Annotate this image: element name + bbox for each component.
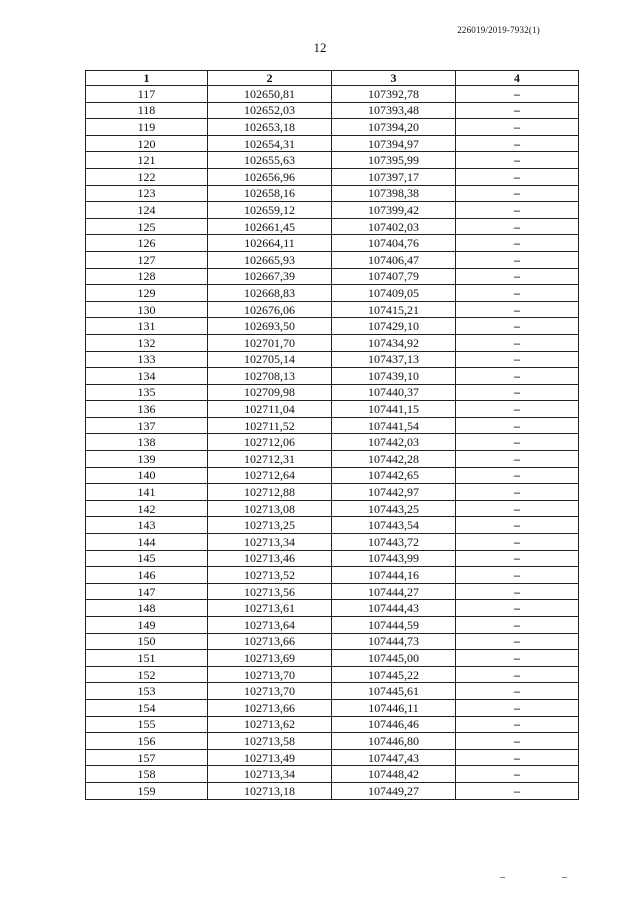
table-body bbox=[86, 86, 579, 800]
point-number-cell: 138 bbox=[86, 434, 208, 451]
x-coordinate-cell: 102712,64 bbox=[208, 467, 332, 484]
y-coordinate-cell: 107434,92 bbox=[332, 334, 456, 351]
note-cell: – bbox=[456, 583, 579, 600]
table-row bbox=[86, 683, 579, 700]
table-row bbox=[86, 334, 579, 351]
y-coordinate-cell: 107437,13 bbox=[332, 351, 456, 368]
x-coordinate-cell: 102676,06 bbox=[208, 301, 332, 318]
x-coordinate-cell: 102652,03 bbox=[208, 102, 332, 119]
table-row bbox=[86, 285, 579, 302]
x-coordinate-cell: 102659,12 bbox=[208, 202, 332, 219]
x-coordinate-cell: 102713,52 bbox=[208, 567, 332, 584]
column-header: 4 bbox=[456, 71, 579, 86]
y-coordinate-cell: 107445,22 bbox=[332, 666, 456, 683]
table-row bbox=[86, 251, 579, 268]
point-number-cell: 117 bbox=[86, 86, 208, 103]
x-coordinate-cell: 102701,70 bbox=[208, 334, 332, 351]
table-row bbox=[86, 617, 579, 634]
x-coordinate-cell: 102712,88 bbox=[208, 484, 332, 501]
table-row bbox=[86, 168, 579, 185]
x-coordinate-cell: 102711,04 bbox=[208, 401, 332, 418]
note-cell: – bbox=[456, 699, 579, 716]
x-coordinate-cell: 102709,98 bbox=[208, 384, 332, 401]
x-coordinate-cell: 102658,16 bbox=[208, 185, 332, 202]
y-coordinate-cell: 107397,17 bbox=[332, 168, 456, 185]
point-number-cell: 137 bbox=[86, 417, 208, 434]
note-cell: – bbox=[456, 434, 579, 451]
point-number-cell: 143 bbox=[86, 517, 208, 534]
point-number-cell: 159 bbox=[86, 782, 208, 799]
x-coordinate-cell: 102653,18 bbox=[208, 119, 332, 136]
y-coordinate-cell: 107444,73 bbox=[332, 633, 456, 650]
note-cell: – bbox=[456, 334, 579, 351]
table-row bbox=[86, 301, 579, 318]
point-number-cell: 153 bbox=[86, 683, 208, 700]
point-number-cell: 122 bbox=[86, 168, 208, 185]
x-coordinate-cell: 102661,45 bbox=[208, 218, 332, 235]
x-coordinate-cell: 102664,11 bbox=[208, 235, 332, 252]
point-number-cell: 132 bbox=[86, 334, 208, 351]
y-coordinate-cell: 107442,97 bbox=[332, 484, 456, 501]
point-number-cell: 146 bbox=[86, 567, 208, 584]
table-row bbox=[86, 318, 579, 335]
y-coordinate-cell: 107395,99 bbox=[332, 152, 456, 169]
table-row bbox=[86, 119, 579, 136]
column-header: 2 bbox=[208, 71, 332, 86]
point-number-cell: 155 bbox=[86, 716, 208, 733]
y-coordinate-cell: 107402,03 bbox=[332, 218, 456, 235]
x-coordinate-cell: 102713,08 bbox=[208, 500, 332, 517]
table-row bbox=[86, 202, 579, 219]
y-coordinate-cell: 107399,42 bbox=[332, 202, 456, 219]
y-coordinate-cell: 107439,10 bbox=[332, 368, 456, 385]
point-number-cell: 131 bbox=[86, 318, 208, 335]
y-coordinate-cell: 107407,79 bbox=[332, 268, 456, 285]
point-number-cell: 154 bbox=[86, 699, 208, 716]
x-coordinate-cell: 102713,64 bbox=[208, 617, 332, 634]
note-cell: – bbox=[456, 517, 579, 534]
y-coordinate-cell: 107443,54 bbox=[332, 517, 456, 534]
y-coordinate-cell: 107443,25 bbox=[332, 500, 456, 517]
table-row bbox=[86, 152, 579, 169]
x-coordinate-cell: 102708,13 bbox=[208, 368, 332, 385]
point-number-cell: 136 bbox=[86, 401, 208, 418]
note-cell: – bbox=[456, 782, 579, 799]
y-coordinate-cell: 107448,42 bbox=[332, 766, 456, 783]
y-coordinate-cell: 107406,47 bbox=[332, 251, 456, 268]
table-row bbox=[86, 517, 579, 534]
point-number-cell: 125 bbox=[86, 218, 208, 235]
point-number-cell: 127 bbox=[86, 251, 208, 268]
table-row bbox=[86, 401, 579, 418]
y-coordinate-cell: 107440,37 bbox=[332, 384, 456, 401]
table-row bbox=[86, 550, 579, 567]
note-cell: – bbox=[456, 766, 579, 783]
note-cell: – bbox=[456, 185, 579, 202]
coordinates-table bbox=[85, 70, 579, 800]
point-number-cell: 123 bbox=[86, 185, 208, 202]
table-row bbox=[86, 268, 579, 285]
y-coordinate-cell: 107446,11 bbox=[332, 699, 456, 716]
document-id: 226019/2019-7932(1) bbox=[457, 25, 540, 35]
point-number-cell: 140 bbox=[86, 467, 208, 484]
table-row bbox=[86, 650, 579, 667]
x-coordinate-cell: 102713,34 bbox=[208, 766, 332, 783]
point-number-cell: 126 bbox=[86, 235, 208, 252]
y-coordinate-cell: 107404,76 bbox=[332, 235, 456, 252]
table-row bbox=[86, 417, 579, 434]
point-number-cell: 119 bbox=[86, 119, 208, 136]
table-header-row bbox=[86, 71, 579, 86]
note-cell: – bbox=[456, 666, 579, 683]
note-cell: – bbox=[456, 534, 579, 551]
y-coordinate-cell: 107443,72 bbox=[332, 534, 456, 551]
note-cell: – bbox=[456, 417, 579, 434]
x-coordinate-cell: 102713,70 bbox=[208, 683, 332, 700]
point-number-cell: 158 bbox=[86, 766, 208, 783]
point-number-cell: 121 bbox=[86, 152, 208, 169]
note-cell: – bbox=[456, 683, 579, 700]
table-row bbox=[86, 218, 579, 235]
x-coordinate-cell: 102712,31 bbox=[208, 451, 332, 468]
point-number-cell: 133 bbox=[86, 351, 208, 368]
note-cell: – bbox=[456, 500, 579, 517]
x-coordinate-cell: 102713,34 bbox=[208, 534, 332, 551]
table-row bbox=[86, 484, 579, 501]
note-cell: – bbox=[456, 218, 579, 235]
table-row bbox=[86, 749, 579, 766]
y-coordinate-cell: 107392,78 bbox=[332, 86, 456, 103]
y-coordinate-cell: 107444,16 bbox=[332, 567, 456, 584]
table-row bbox=[86, 368, 579, 385]
y-coordinate-cell: 107447,43 bbox=[332, 749, 456, 766]
x-coordinate-cell: 102713,66 bbox=[208, 699, 332, 716]
y-coordinate-cell: 107441,15 bbox=[332, 401, 456, 418]
table-row bbox=[86, 716, 579, 733]
table-row bbox=[86, 733, 579, 750]
x-coordinate-cell: 102656,96 bbox=[208, 168, 332, 185]
table-row bbox=[86, 351, 579, 368]
x-coordinate-cell: 102668,83 bbox=[208, 285, 332, 302]
note-cell: – bbox=[456, 235, 579, 252]
note-cell: – bbox=[456, 152, 579, 169]
note-cell: – bbox=[456, 251, 579, 268]
x-coordinate-cell: 102713,49 bbox=[208, 749, 332, 766]
point-number-cell: 118 bbox=[86, 102, 208, 119]
y-coordinate-cell: 107441,54 bbox=[332, 417, 456, 434]
note-cell: – bbox=[456, 102, 579, 119]
note-cell: – bbox=[456, 119, 579, 136]
table-row bbox=[86, 102, 579, 119]
y-coordinate-cell: 107444,43 bbox=[332, 600, 456, 617]
note-cell: – bbox=[456, 301, 579, 318]
y-coordinate-cell: 107398,38 bbox=[332, 185, 456, 202]
y-coordinate-cell: 107446,80 bbox=[332, 733, 456, 750]
table-row bbox=[86, 86, 579, 103]
y-coordinate-cell: 107446,46 bbox=[332, 716, 456, 733]
note-cell: – bbox=[456, 202, 579, 219]
x-coordinate-cell: 102713,58 bbox=[208, 733, 332, 750]
x-coordinate-cell: 102713,18 bbox=[208, 782, 332, 799]
note-cell: – bbox=[456, 135, 579, 152]
table-row bbox=[86, 567, 579, 584]
table-row bbox=[86, 699, 579, 716]
note-cell: – bbox=[456, 401, 579, 418]
point-number-cell: 151 bbox=[86, 650, 208, 667]
table-row bbox=[86, 666, 579, 683]
point-number-cell: 148 bbox=[86, 600, 208, 617]
x-coordinate-cell: 102713,66 bbox=[208, 633, 332, 650]
note-cell: – bbox=[456, 467, 579, 484]
footer-mark: – bbox=[562, 872, 567, 883]
table-row bbox=[86, 434, 579, 451]
note-cell: – bbox=[456, 285, 579, 302]
x-coordinate-cell: 102713,46 bbox=[208, 550, 332, 567]
table-row bbox=[86, 451, 579, 468]
note-cell: – bbox=[456, 617, 579, 634]
point-number-cell: 152 bbox=[86, 666, 208, 683]
x-coordinate-cell: 102705,14 bbox=[208, 351, 332, 368]
point-number-cell: 134 bbox=[86, 368, 208, 385]
x-coordinate-cell: 102693,50 bbox=[208, 318, 332, 335]
y-coordinate-cell: 107394,20 bbox=[332, 119, 456, 136]
point-number-cell: 147 bbox=[86, 583, 208, 600]
x-coordinate-cell: 102713,69 bbox=[208, 650, 332, 667]
y-coordinate-cell: 107409,05 bbox=[332, 285, 456, 302]
note-cell: – bbox=[456, 716, 579, 733]
point-number-cell: 139 bbox=[86, 451, 208, 468]
note-cell: – bbox=[456, 351, 579, 368]
table-row bbox=[86, 384, 579, 401]
point-number-cell: 150 bbox=[86, 633, 208, 650]
x-coordinate-cell: 102712,06 bbox=[208, 434, 332, 451]
y-coordinate-cell: 107442,28 bbox=[332, 451, 456, 468]
x-coordinate-cell: 102713,61 bbox=[208, 600, 332, 617]
x-coordinate-cell: 102711,52 bbox=[208, 417, 332, 434]
note-cell: – bbox=[456, 484, 579, 501]
table-row bbox=[86, 467, 579, 484]
y-coordinate-cell: 107442,03 bbox=[332, 434, 456, 451]
note-cell: – bbox=[456, 567, 579, 584]
table-row bbox=[86, 235, 579, 252]
footer-mark: – bbox=[500, 872, 505, 883]
note-cell: – bbox=[456, 650, 579, 667]
table-row bbox=[86, 534, 579, 551]
table-row bbox=[86, 500, 579, 517]
table-row bbox=[86, 782, 579, 799]
note-cell: – bbox=[456, 268, 579, 285]
y-coordinate-cell: 107444,59 bbox=[332, 617, 456, 634]
note-cell: – bbox=[456, 318, 579, 335]
point-number-cell: 149 bbox=[86, 617, 208, 634]
note-cell: – bbox=[456, 633, 579, 650]
table-row bbox=[86, 583, 579, 600]
note-cell: – bbox=[456, 749, 579, 766]
x-coordinate-cell: 102713,70 bbox=[208, 666, 332, 683]
x-coordinate-cell: 102713,25 bbox=[208, 517, 332, 534]
y-coordinate-cell: 107442,65 bbox=[332, 467, 456, 484]
note-cell: – bbox=[456, 368, 579, 385]
y-coordinate-cell: 107443,99 bbox=[332, 550, 456, 567]
note-cell: – bbox=[456, 451, 579, 468]
point-number-cell: 156 bbox=[86, 733, 208, 750]
y-coordinate-cell: 107445,61 bbox=[332, 683, 456, 700]
table-row bbox=[86, 185, 579, 202]
point-number-cell: 124 bbox=[86, 202, 208, 219]
note-cell: – bbox=[456, 600, 579, 617]
x-coordinate-cell: 102654,31 bbox=[208, 135, 332, 152]
table-row bbox=[86, 600, 579, 617]
table-row bbox=[86, 135, 579, 152]
point-number-cell: 142 bbox=[86, 500, 208, 517]
x-coordinate-cell: 102667,39 bbox=[208, 268, 332, 285]
note-cell: – bbox=[456, 733, 579, 750]
x-coordinate-cell: 102655,63 bbox=[208, 152, 332, 169]
note-cell: – bbox=[456, 384, 579, 401]
point-number-cell: 120 bbox=[86, 135, 208, 152]
x-coordinate-cell: 102650,81 bbox=[208, 86, 332, 103]
column-header: 3 bbox=[332, 71, 456, 86]
point-number-cell: 144 bbox=[86, 534, 208, 551]
note-cell: – bbox=[456, 168, 579, 185]
y-coordinate-cell: 107445,00 bbox=[332, 650, 456, 667]
table-row bbox=[86, 633, 579, 650]
point-number-cell: 130 bbox=[86, 301, 208, 318]
y-coordinate-cell: 107449,27 bbox=[332, 782, 456, 799]
point-number-cell: 128 bbox=[86, 268, 208, 285]
point-number-cell: 145 bbox=[86, 550, 208, 567]
table-row bbox=[86, 766, 579, 783]
x-coordinate-cell: 102665,93 bbox=[208, 251, 332, 268]
point-number-cell: 141 bbox=[86, 484, 208, 501]
point-number-cell: 129 bbox=[86, 285, 208, 302]
point-number-cell: 135 bbox=[86, 384, 208, 401]
y-coordinate-cell: 107415,21 bbox=[332, 301, 456, 318]
note-cell: – bbox=[456, 86, 579, 103]
x-coordinate-cell: 102713,62 bbox=[208, 716, 332, 733]
x-coordinate-cell: 102713,56 bbox=[208, 583, 332, 600]
y-coordinate-cell: 107429,10 bbox=[332, 318, 456, 335]
y-coordinate-cell: 107444,27 bbox=[332, 583, 456, 600]
y-coordinate-cell: 107393,48 bbox=[332, 102, 456, 119]
y-coordinate-cell: 107394,97 bbox=[332, 135, 456, 152]
point-number-cell: 157 bbox=[86, 749, 208, 766]
page-number: 12 bbox=[313, 40, 327, 55]
column-header: 1 bbox=[86, 71, 208, 86]
note-cell: – bbox=[456, 550, 579, 567]
